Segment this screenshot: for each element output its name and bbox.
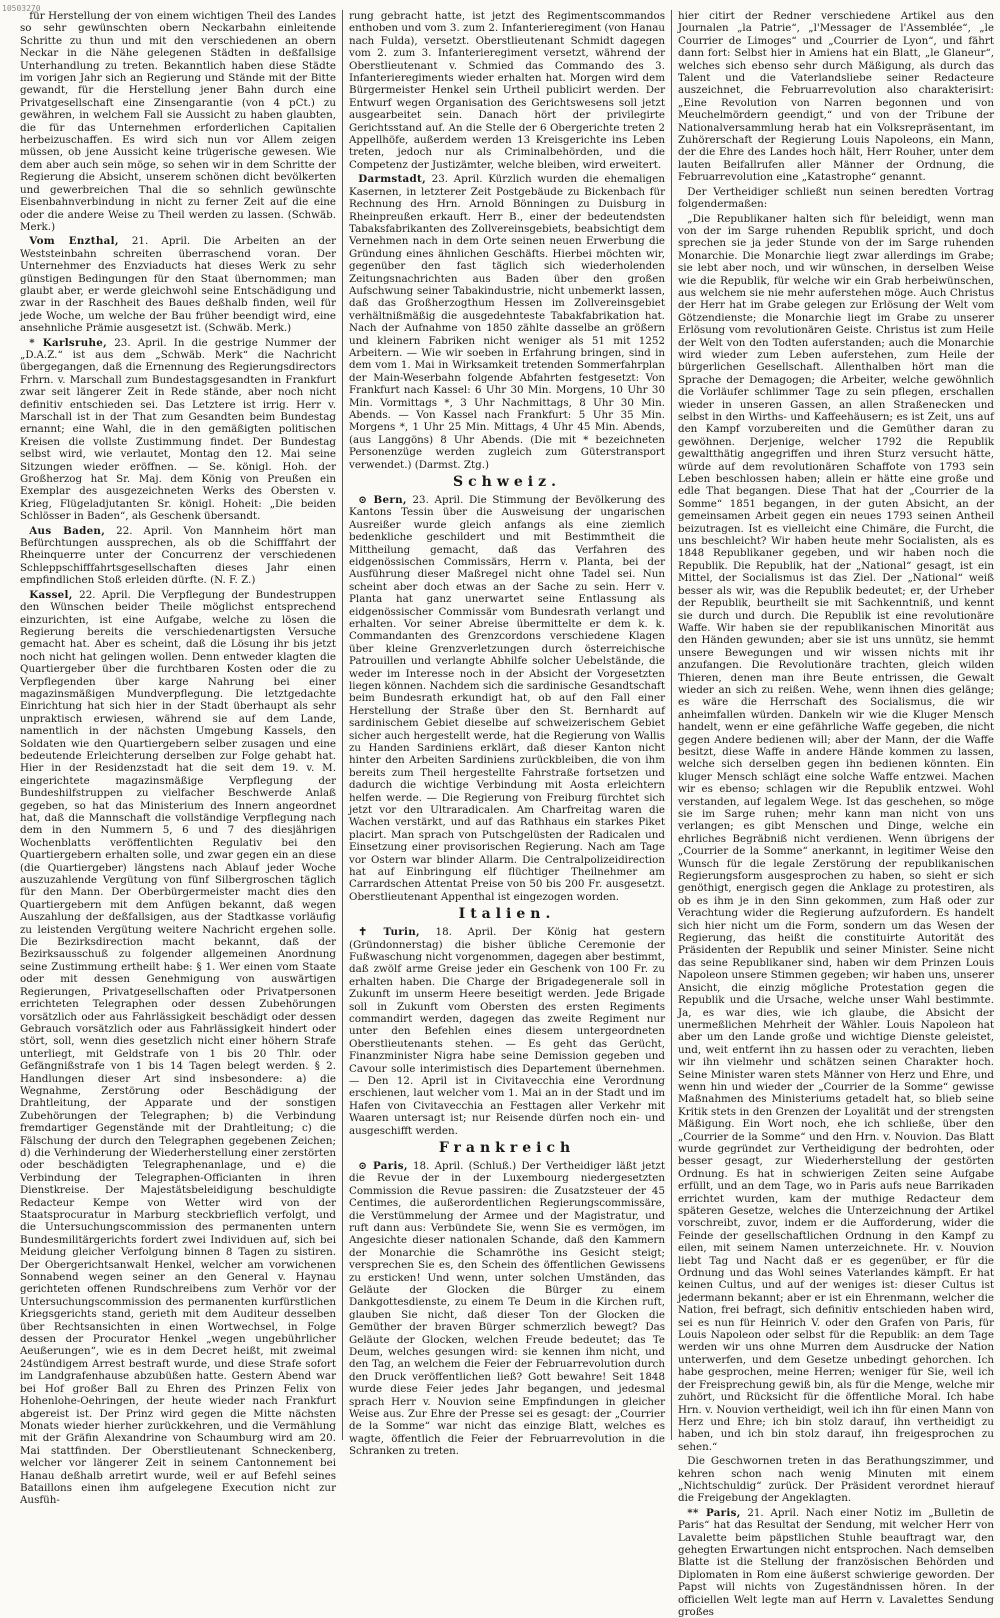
article-paragraph bbox=[20, 10, 336, 233]
section-heading: Italien. bbox=[458, 906, 556, 923]
column-1 bbox=[20, 10, 336, 1507]
column-rule bbox=[671, 10, 672, 1440]
dateline-place: * Karlsruhe, bbox=[29, 336, 108, 349]
paragraph-text: für Herstellung der von einem wichtigen Theil des Landes so sehr gewünschten obern Neckarbahn einleitende Schritte zu thun und mit den verschiedenen an obern Neckar in die Nähe gelegenen Städten in deßfallsige Unterhandlung zu treten. Bekanntlich haben diese Städte im vorigen Jahr sich an Regierung und Stände mit der Bitte gewandt, für die Herstellung jener Bahn durch eine Privatgesellschaft eine Zinsengarantie (von 4 pCt.) zu gewähren, in welchem Fall sie Aussicht zu haben glaubten, die für das Unternehmen erforderlichen Capitalien herbeizuschaffen. Es wird sich nun vor Allem zeigen müssen, ob jene Aussicht keine trügerische gewesen. Wie dem aber auch sein möge, so sehen wir in dem Schritte der Regierung die Absicht, unserem schönen dicht bevölkerten und gewerbreichen Thal die so sehnlich gewünschte Eisenbahnverbindung in nicht zu ferner Zeit auf die eine oder die andere Weise zu Theil werden zu lassen. (Schwäb. Merk.) bbox=[20, 10, 336, 233]
paragraph-text: 22. April. Die Verpflegung der Bundestruppen den Wünschen beider Theile möglichst entsprechend einzurichten, ist eine Aufgabe, welche zu lösen die Regierung bereits die verschiedenartigsten Versuche gemacht hat. Aber es scheint, daß die Lösung ihr bis jetzt noch nicht hat gelingen wollen. Denn entweder klagten die Quartiergeber über die furchtbaren Kosten oder die zu Verpflegenden über karge Nahrung bei einer magazinsmäßigen Mundverpflegung. Die letztgedachte Einrichtung hat sich hier in der Stadt überhaupt als sehr unpraktisch erwiesen, während sie auf dem Lande, namentlich in der nächsten Umgebung Kassels, den Soldaten wie den Quartiergebern selber zusagen und eine bedeutende Erleichterung derselben zur Folge gehabt hat. Hier in der Residenzstadt hat die seit dem 19. v. M. eingerichtete magazinsmäßige Verpflegung der Bundeshilfstruppen zu vielfacher Beschwerde Anlaß gegeben, so hat das Ministerium des Innern angeordnet hat, daß die Mannschaft die vollständige Verpflegung nach dem in den Nummern 5, 6 und 7 des diesjährigen Wochenblatts veröffentlichten Regulativ bei den Quartiergebern erhalten solle, und zwar gegen ein an diese (die Quartiergeber) längstens nach Ablauf jeder Woche auszuzahlende Vergütung von fünf Silbergroschen täglich für den Mann. Der Oberbürgermeister macht dies den Quartiergebern mit dem Anfügen bekannt, daß wegen Auszahlung der deßfallsigen, aus der Stadtkasse vorläufig zu leistenden Vergütung weitere Nachricht ergehen solle. Die Bezirksdirection macht bekannt, daß der Bezirksausschuß zu folgender allgemeinen Anordnung seine Zustimmung ertheilt habe: § 1. Wer einen vom Staate oder mit dessen Genehmigung von auswärtigen Regierungen, Privatgesellschaften oder Privatpersonen errichteten Telegraphen oder dessen Zubehörungen vorsätzlich oder aus Fahrlässigkeit beschädigt oder dessen Gebrauch vorsätzlich oder aus Fahrlässigkeit hindert oder stört, soll, wenn dies gesetzlich nicht einer höhern Strafe unterliegt, mit Geldstrafe von 1 bis 20 Thlr. oder Gefängnißstrafe von 1 bis 14 Tagen belegt werden. § 2. Handlungen dieser Art sind insbesondere: a) die Wegnahme, Zerstörung oder Beschädigung der Drahtleitung, der Apparate und der sonstigen Zubehörungen der Telegraphen; b) die Verbindung fremdartiger Gegenstände mit der Drahtleitung; c) die Fälschung der durch den Telegraphen gegebenen Zeichen; d) die Verhinderung der Wiederherstellung einer zerstörten oder beschädigten Telegraphenanlage, und e) die Verbindung der Telegraphen-Officianten in ihren Dienstkreise. Der Majestätsbeleidigung beschuldigte Redacteur Kempe von Wetter wird von der Staatsprocuratur in Marburg steckbrieflich verfolgt, und die Untersuchungscommission des permanenten untern Bundesmilitärgerichts fordert zwei Individuen auf, sich bei Meidung gleicher Verfolgung binnen 8 Tagen zu sistiren. Der Obergerichtsanwalt Henkel, welcher am vorwichenen Sonnabend wegen seiner an den General v. Haynau gerichteten offenen Rundschreibens zum Verhör vor der Untersuchungscommission des permanenten kurfürstlichen Kriegsgerichts stand, gerieth mit dem Auditeur desselben über Rechtsansichten in einen Wortwechsel, in Folge dessen der Procurator Henkel „wegen ungebührlicher Aeußerungen“, wie es in dem Decret heißt, mit zweimal 24stündigem Arrest bestraft wurde, und diese Strafe sofort im Landgrafenhause abzubüßen hatte. Gestern Abend war bei Hof großer Ball zu Ehren des Prinzen Felix von Hohenlohe-Oehringen, der heute wieder nach Frankfurt abgereist ist. Der Prinz wird gegen die Mitte nächsten Monats wieder hierher zurückkehren, und die Vermählung mit der Gräfin Alexandrine von Schaumburg wird am 20. Mai stattfinden. Der Oberstlieutenant Schneckenberg, welcher vor längerer Zeit in seinem Cantonnement bei Hanau deßhalb arretirt wurde, weil er auf Befehl seines Bataillons einen ihm aufgelegene Execution nicht zur Ausfüh- bbox=[20, 588, 336, 1507]
section-heading: Frankreich bbox=[438, 1140, 576, 1157]
paragraph-text: 23. April. Die Stimmung der Bevölkerung des Kantons Tessin über die Ausweisung der ungarischen Ausreißer wurde gleich anfangs als eine ziemlich bedenkliche geschildert und mit Bestimmtheit die Mittheilung gemacht, daß das Verfahren des eidgenössischen Commissärs, Herrn v. Planta, bei der Ausführung dieser Maßregel nicht ohne Tadel sei. Nun scheint aber doch etwas an der Sache zu sein. Herr v. Planta hat ganz unerwartet seine Entlassung als eidgenössischer Commissär vom Bundesrath verlangt und erhalten. Vor seiner Abreise übermittelte er dem k. k. Commandanten des Grenzcordons verschiedene Klagen über kleine Grenzverletzungen durch österreichische Patrouillen und verlangte Abhilfe solcher Uebelstände, die weder im Interesse noch in der Absicht der Vorgesetzten liegen können. Nachdem sich die sardinische Gesandtschaft beim Bundesrath erkundigt hat, ob auf den Fall einer Herstellung der Straße über den St. Bernhardt auf sardinischem Gebiet dieselbe auf schweizerischem Gebiet sicher auch hergestellt werde, hat die Regierung von Wallis zu Handen Sardiniens erklärt, daß dieser Kanton nicht hinter den Arbeiten Sardiniens zurückbleiben, die von ihm bereits zum Theil hergestellte Fahrstraße fortsetzen und dadurch die wichtige Verbindung mit Aosta erleichtern helfen werde. — Die Regierung von Freiburg fürchtet sich jetzt vor den Ultraradicalen. Am Charfreitag waren die Wachen verstärkt, und auf das Rathhaus ein starkes Piket placirt. Man sprach von Putschgelüsten der Radicalen und Einsetzung einer provisorischen Regierung. Nach am Tage vor Ostern war blinder Allarm. Die Centralpolizeidirection hat auf Einbringung elf flüchtiger Theilnehmer am Carrardschen Attentat Preise von 50 bis 200 Fr. ausgesetzt. Oberstlieutenant Appenthal ist eingezogen worden. bbox=[349, 493, 665, 903]
paragraph-text: 23. April. In die gestrige Nummer der „D.A.Z.“ ist aus dem „Schwäb. Merk“ die Nachricht übergegangen, daß die Ernennung des Regierungsdirectors Frhrn. v. Marschall zum Bundestagsgesandten in Frankfurt zwar seit längerer Zeit in Rede stände, aber noch nicht definitiv entschieden sei. Das Letztere ist irrig. Herr v. Marschall ist in der That zum Gesandten beim Bundestag ernannt; eine Wahl, die in den gemäßigten politischen Kreisen die vollste Zustimmung findet. Der Bundestag selbst wird, wie verlautet, Montag den 12. Mai seine Sitzungen wieder eröffnen. — Se. königl. Hoh. der Großherzog hat Sr. Maj. dem König von Preußen ein Exemplar des ausgezeichneten Werks des Obersten v. Krieg, Flügeladjutanten Sr. königl. Hoheit: „Die beiden Schlösser in Baden“, als Geschenk übersandt. bbox=[20, 336, 336, 523]
page-id: 10503270 bbox=[2, 4, 41, 13]
article-paragraph bbox=[678, 1507, 994, 1618]
article-paragraph bbox=[20, 525, 336, 587]
article-paragraph bbox=[349, 1160, 665, 1458]
paragraph-text: Der Vertheidiger schließt nun seinen beredten Vortrag folgendermaßen: bbox=[678, 185, 994, 211]
article-paragraph bbox=[20, 235, 336, 334]
article-paragraph bbox=[349, 926, 665, 1137]
article-paragraph bbox=[678, 186, 994, 211]
dateline-place: ⊙ Bern, bbox=[358, 493, 407, 506]
dateline-place: ⊙ Paris, bbox=[358, 1159, 408, 1172]
columns bbox=[20, 10, 995, 1618]
paragraph-text: Die Geschwornen treten in das Berathungszimmer, und kehren schon nach wenig Minuten mit einem „Nichtschuldig“ zurück. Der Präsident verordnet hierauf die Freigebung der Angeklagten. bbox=[678, 1455, 994, 1505]
paragraph-text: 23. April. Kürzlich wurden die ehemaligen Kasernen, in letzterer Zeit Postgebäude zu Bickenbach für Rechnung des Hrn. Arnold Bönningen zu Duisburg in Rheinpreußen erkauft. Herr B., einer der bedeutendsten Tabaksfabrikanten des Zollvereinsgebiets, beabsichtigt dem Vernehmen nach in dem Orte seinen neuen Erwerbung die Gründung eines ähnlichen Geschäfts. Hierbei möchten wir, gegenüber den fast täglich sich wiederholenden Zeitungsnachrichten aus Baden über den großen Aufschwung seiner Tabakindustrie, nicht unbemerkt lassen, daß das Großherzogthum Hessen im Zollvereinsgebiet verhältnißmäßig die ausgedehnteste Tabakfabrikation hat. Nach der Aufnahme von 1850 zählte dasselbe an größern und kleinern Fabriken nicht weniger als 51 mit 1252 Arbeitern. — Wie wir soeben in Erfahrung bringen, sind in dem vom 1. Mai in Wirksamkeit tretenden Sommerfahrplan der Main-Weserbahn folgende Abfahrten festgesetzt: Von Frankfurt nach Kassel: 6 Uhr 30 Min. Morgens, 10 Uhr 30 Min. Vormittags *, 3 Uhr Nachmittags, 8 Uhr 30 Min. Abends. — Von Kassel nach Frankfurt: 5 Uhr 35 Min. Morgens *, 1 Uhr 25 Min. Mittags, 4 Uhr 45 Min. Abends, (aus Langgöns) 8 Uhr Abends. (Die mit * bezeichneten Personenzüge werden zugleich zum Güterstransport verwendet.) (Darmst. Ztg.) bbox=[349, 173, 665, 471]
dateline-place: Darmstadt, bbox=[358, 173, 426, 186]
section-heading: Schweiz. bbox=[453, 474, 561, 491]
article-paragraph bbox=[20, 337, 336, 523]
article-paragraph bbox=[20, 589, 336, 1507]
dateline-place: Vom Enzthal, bbox=[29, 235, 119, 248]
article-paragraph bbox=[678, 213, 994, 1454]
paragraph-text: 21. April. Nach einer Notiz im „Bulletin de Paris“ hat das Resultat der Sendung, mit welcher Herr von Lavalette beim päpstlichen Stuhle beauftragt war, den gehegten Erwartungen nicht entsprochen. Nach demselben Blatte ist die Stellung der französischen Behörden und Diplomaten in Rom eine äußerst schwierige geworden. Der Papst will nichts von Zugeständnissen hören. In der officiellen Welt legte man auf Herrn v. Lavalettes Sendung großes bbox=[678, 1506, 995, 1618]
paragraph-text: 18. April. Der König hat gestern (Gründonnerstag) die bisher übliche Ceremonie der Fußwaschung nicht vorgenommen, dagegen aber bestimmt, daß zwölf arme Greise jeder ein Geschenk von 100 Fr. zu erhalten haben. Die Charge der Brigadegenerale soll in Zukunft im unserm Heere beseitigt werden. Jede Brigade soll in Zukunft vom Obersten des ersten Regiments commandirt werden, dagegen das zweite Regiment nur unter den Befehlen eines diesem untergeordneten Oberstlieutenants stehen. — Es geht das Gerücht, Finanzminister Nigra habe seine Demission gegeben und Cavour solle interimistisch dies Departement übernehmen. — Den 12. April ist in Civitavecchia eine Verordnung erschienen, laut welcher vom 1. Mai an in der Stadt und im Hafen von Civitavecchia an Festtagen aller Verkehr mit Waaren untersagt ist; nur Reisende dürfen noch ein- und ausgeschifft werden. bbox=[349, 926, 665, 1137]
article-paragraph bbox=[678, 10, 994, 184]
article-paragraph bbox=[349, 173, 665, 471]
column-rule bbox=[342, 10, 343, 1440]
paragraph-text: hier citirt der Redner verschiedene Artikel aus den Journalen „la Patrie“, „l'Messager de l'Assemblée“, „le Courrier de Limoges“ und „Courrier de Lyon“, und fährt dann fort: Selbst hier in Amiens hat ein Blatt, „le Glaneur“, welches sich ebenso sehr durch Mäßigung, als durch das Talent und die Vaterlandsliebe seiner Redacteure auszeichnet, die Februarrevolution also charakterisirt: „Eine Revolution von Narren begonnen und von Meuchelmördern geendigt,“ und von der Tribune der Nationalversammlung herab hat ein Volksrepräsentant, im Zuhörerschaft der Regierung Louis Napoleons, ein Mann, der die Ehre des Landes hoch hält, Herr Rouher, unter dem lauten Beifallrufen aller Männer der Ordnung, die Februarrevolution eine „Katastrophe“ genannt. bbox=[678, 10, 994, 184]
paragraph-text: 18. April. (Schluß.) Der Vertheidiger läßt jetzt die Revue der in der Luxembourg niedergesetzten Commission die Revue passiren: die Zusatzsteuer der 45 Centimes, die außerordentlichen Regierungscommissäre, die Verstümmelung der Armee und der Magistratur, und ruft dann aus: Verbündete Sie, wenn Sie es vermögen, im Angesichte dieser nationalen Schande, daß den Kammern der Monarchie die Schamröthe ins Gesicht steigt; versprechen Sie es, den Schein des öffentlichen Gewissens zu ersticken! Und wenn, unter solchen Umständen, das Geläute der Glocken die Bürger zu einem Dankgottesdienste, zu einem Te Deum in die Kirchen ruft, glauben Sie nicht, daß dieser Ton der Glocken die Gemüther der braven Bürger schmerzlich bewegt? Das Geläute der Glocken, welchen Freude bedeutet; das Te Deum, welches gesungen wird: sie kennen ihm nicht, und den Tag, an welchem die Feier der Februarrevolution durch den Druck veröffentlichen ließ? Gott bewahre! Seit 1848 wurde diese Feier jedes Jahr begangen, und jedesmal sprach Herr v. Nouvion seine Empfindungen in gleicher Weise aus. Zur Ehre der Presse sei es gesagt: der „Courrier de la Somme“ war nicht das einzige Blatt, welches es wagte, öffentlich die Feier der Februarrevolution in die Schranken zu treten. bbox=[349, 1159, 665, 1458]
paragraph-text: 22. April. Von Mannheim hört man Befürchtungen aussprechen, als ob die Schifffahrt der Rheinquerre unter der Concurrenz der verschiedenen Schleppschifffahrtsgesellschaften dieses Jahr einen empfindlichen Stoß erleiden dürfte. (N. F. Z.) bbox=[20, 524, 336, 587]
article-paragraph bbox=[349, 10, 665, 171]
column-3 bbox=[678, 10, 995, 1618]
column-2 bbox=[349, 10, 665, 1458]
dateline-place: Aus Baden, bbox=[29, 524, 106, 537]
article-paragraph bbox=[678, 1455, 994, 1505]
article-paragraph bbox=[349, 494, 665, 903]
paragraph-text: 21. April. Die Arbeiten an der Weststeinbahn schreiten überraschend voran. Der Unternehmer des Enzviaducts hat dieses Werk zu sehr günstigen Bedingungen für den Staat übernommen; man glaubt aber, er werde gleichwohl seine Entschädigung und zwar in der Raschheit des Baues deßhalb finden, weil für jede Woche, um welche der Bau früher beendigt wird, eine ansehnliche Prämie ausgesetzt ist. (Schwäb. Merk.) bbox=[20, 235, 336, 335]
dateline-place: ✝ Turin, bbox=[358, 926, 420, 939]
dateline-place: ** Paris, bbox=[687, 1506, 741, 1519]
paragraph-text: „Die Republikaner halten sich für beleidigt, wenn man von der im Sarge ruhenden Republik spricht, und doch sprechen sie ja jeder Stunde von der im Sarge ruhenden Monarchie. Die Monarchie liegt zwar allerdings im Grabe; sie lebt aber noch, und wir wünschen, in derselben Weise wie die Republik, für welche wir ein Grab herbeiwünschen, aus welchem sie nie mehr auferstehen möge. Auch Christus der Herr hat im Grabe gelegen zur Erlösung der Welt vom Götzendienste; die Monarchie liegt im Grabe zu unserer Erlösung vom revolutionären Geiste. Christus ist zum Heile der Welt von den Todten auferstanden; auch die Monarchie wird wieder zum Leben auferstehen, zum Heile der bürgerlichen Gesellschaft. Allenthalben hört man die Sprache der Demagogen; die Arbeiter, welche gewöhnlich die Vorläufer schlimmer Tage zu sein pflegen, erschallen wieder in unseren Gassen, an allen Straßenecken und selbst in den Wirths- und Kaffeehäusern; es ist Zeit, uns auf den Kampf vorzubereiten und die Gemüther daran zu gewöhnen. Derjenige, welcher 1792 die Republik gewaltthätig angegriffen und ihren Sturz versucht hätte, würde auf dem revolutionären Schaffote von 1793 sein Leben beschlossen haben; allein er hätte eine große und edle That begangen. Diese That hat der „Courrier de la Somme“ 1851 begangen, in der guten Absicht, an der gemeinsamen Arbeit gegen ein neues 1793 seinen Antheil beizutragen. Ist es vielleicht eine Chimäre, die Furcht, die uns beschleicht? Wir haben heute mehr Socialisten, als es 1848 Republikaner gegeben, und wir haben noch die Republik. Die Republik, hat der „National“ gesagt, ist ein Mittel, der Socialismus ist das Ziel. Der „National“ weiß besser als wir, was die Republik bedeutet; er, der Urheber der Republik, beurtheilt sie mit Sachkenntniß, und kennt sie durch und durch. Die Republik ist eine revolutionäre Waffe. Wir haben sie der republikanischen Minorität aus den Händen gewunden; aber sie ist uns unnütz, sie hemmt unsere Bewegungen und wir wissen nichts mit ihr anzufangen. Die Revolutionäre trachten, gleich wilden Thieren, denen man ihre Beute entrissen, die Gewalt wieder an sich zu reißen. Wehe, wenn ihnen dies gelänge; es wäre die Herrschaft des Socialismus, die wir anheimfallen würden. Dankeln wir wie die Kluger Mensch handelt, wenn er eine gefährliche Waffe gegeben, die nicht gegen Andere bedienen will; aber der Mann, der die Waffe besitzt, diese Waffe in andere Hände kommen zu lassen, welche sich derselben gegen ihn bedienen könnten. Ein kluger Mensch schlägt eine solche Waffe entzwei. Machen wir es ebenso; schlagen wir die Republik entzwei. Wohl verstanden, auf legalem Wege. Ist das geschehen, so möge sie im Sarge ruhen; mehr kann man nicht von uns verlangen; es gibt Menschen und Dinge, welche ein ehrliches Begräbniß nicht verdienen. Wenn übrigens der „Courrier de la Somme“ anerkannt, in legitimer Weise den Wunsch für die legale Zerstörung der republikanischen Regierungsform ausgesprochen zu haben, so sieht er sich genöthigt, energisch gegen die Anklage zu protestiren, als ob es ihm je in den Sinn gekommen, zum Haß oder zur Verachtung wider die Regierung aufzufordern. Es handelt sich hier nicht um die Form, sondern um das Wesen der Regierung, das heißt die constituirte Autorität des Präsidenten der Republik und seiner Minister. Seine nicht das seine Republikaner sind, haben wir dem Prinzen Louis Napoleon unsere Stimmen gegeben; wir haben uns, unserer Ansicht, die einzig mögliche Protestation gegen die Republik und die Ursache, welche unser Wahl bestimmte. Ja, es war dies, wie ich glaube, die Absicht der unermeßlichen Mehrheit der Wähler. Louis Napoleon hat aber um den Lande große und wichtige Dienste geleistet, und, weit entfernt ihn zu hassen oder zu verachten, lieben wir ihn vielmehr und schätzen seinen Charakter hoch. Seine Minister waren stets Männer von Herz und Ehre, und wenn hin und wieder der „Courrier de la Somme“ gewisse Maßnahmen des Ministeriums getadelt hat, so blieb seine Kritik stets in den Grenzen der Loyalität und der strengsten Mäßigung. Ein Wort noch, ehe ich schließe, über den „Courrier de la Somme“ und den Hrn. v. Nouvion. Das Blatt wurde gegründet zur Vertheidigung der bedrohten, oder besser gesagt, zur Wiederherstellung der gestörten Ordnung. Es hat in schwierigen Zeiten seine Aufgabe erfüllt, und an dem Tage, wo in Paris aufs neue Barrikaden errichtet wurden, kam der muthige Redacteur dem späteren Gesetze, welches die Unterzeichnung der Artikel vorschreibt, zuvor, indem er die Aufforderung, wider die Feinde der gesellschaftlichen Ordnung in den Kampf zu eilen, mit seinem Namen unterzeichnete. Hr. v. Nouvion liebt Tag und Nacht daß er es gegenüber, er für die Ordnung und das Wohl seines Vaterlandes kämpft. Er hat keinen Cultus, und auf der weniges ist: dieser Cultus ist jedermann bekannt; aber er ist ein Ehrenmann, welcher die Nation, frei befragt, sich definitiv entschieden haben wird, sei es nun für Heinrich V. oder den Grafen von Paris, für Louis Napoleon oder selbst für die Republik: an dem Tage werden wir uns ohne Murren dem Ausdrucke der Nation unterwerfen, und dem Gesetze unbedingt gehorchen. Ich habe gesprochen, meine Herren; weniger für Sie, weil ich der Freisprechung gewiß bin, als für die Menge, welche mir zuhört, und Rücksicht für die öffentliche Moral. Ich habe Hrn. v. Nouvion vertheidigt, weil ich ihn für einen Mann von Herz und Ehre; ich bin stolz darauf, ihn vertheidigt zu haben, und ich bin stolz darauf, ihn freigesprochen zu sehen.“ bbox=[678, 212, 994, 1453]
dateline-place: Kassel, bbox=[29, 588, 73, 601]
paragraph-text: rung gebracht hatte, ist jetzt des Regimentscommandos enthoben und vom 3. zum 2. Infanterieregiment (von Hanau nach Fulda), versetzt. Oberstlieutenant Schmidt dagegen vom 2. zum 3. Infanterieregiment versetzt, während der Oberstlieutenant v. Schmied das Commando des 3. Infanterieregiments wieder erhalten hat. Morgen wird dem Bürgermeister Henkel sein Urtheil publicirt werden. Der Entwurf wegen Organisation des Gerichtswesens soll jetzt ausgearbeitet sein. Danach hört der privilegirte Gerichtsstand auf. An die Stelle der 6 Obergerichte treten 2 Appellhöfe, außerdem werden 13 Kreisgerichte ins Leben treten, jedoch nur als Criminalbehörden, und die Competenz der Justizämter, welche bleiben, wird erweitert. bbox=[349, 10, 665, 171]
